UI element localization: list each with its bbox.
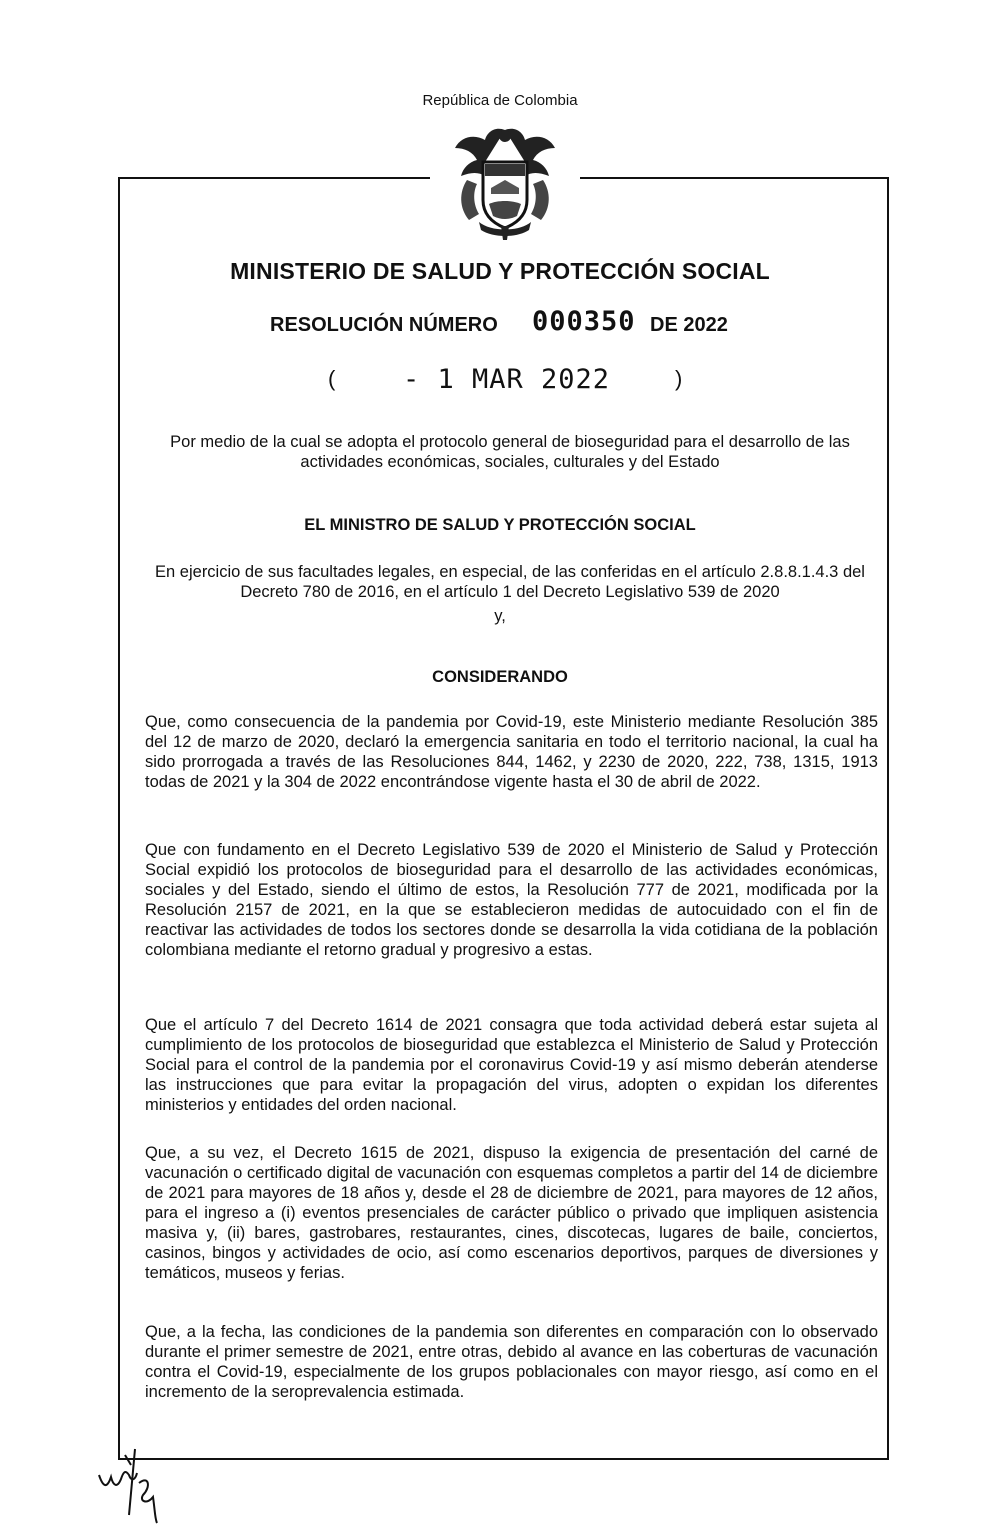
considerando-heading: CONSIDERANDO bbox=[432, 668, 568, 686]
faculties-statement: En ejercicio de sus facultades legales, en especial, de las conferidas en el artículo 2.8.8.1.4.3 del Decreto 780 de 2016, en el artículo 1 del Decreto Legislativo 539 de 2020 bbox=[155, 563, 865, 601]
resolution-number: 000350 bbox=[532, 306, 636, 337]
resolution-year: DE 2022 bbox=[650, 314, 728, 336]
date-stamp: - 1 MAR 2022 bbox=[403, 364, 611, 395]
ministry-title: MINISTERIO DE SALUD Y PROTECCIÓN SOCIAL bbox=[230, 258, 770, 284]
handwritten-initials-signature bbox=[95, 1435, 170, 1525]
resolution-label: RESOLUCIÓN NÚMERO bbox=[270, 314, 498, 336]
date-open-paren: ( bbox=[328, 366, 336, 391]
date-close-paren: ) bbox=[675, 366, 683, 391]
coat-of-arms-icon bbox=[445, 122, 565, 240]
considerando-paragraph: Que, como consecuencia de la pandemia por Covid-19, este Ministerio mediante Resolución 385 del 12 de marzo de 2020, declaró la emergencia sanitaria en todo el territorio nacional, la cual ha sido prorrogada a través de las Resoluciones 844, 1462, y 2230 de 2020, 222, 738, 1315, 1913 todas de 2021 y la 304 de 2022 encontrándose vigente hasta el 30 de abril de 2022. bbox=[145, 713, 878, 791]
country-header: República de Colombia bbox=[422, 92, 578, 109]
faculties-conjunction: y, bbox=[494, 607, 506, 625]
considerando-paragraph: Que con fundamento en el Decreto Legislativo 539 de 2020 el Ministerio de Salud y Protección Social expidió los protocolos de bioseguridad para el desarrollo de las actividades económicas, sociales y del Estado, siendo el último de estos, la Resolución 777 de 2021, modificada por la Resolución 2157 de 2021, en la que se establecieron medidas de autocuidado con el fin de reactivar las actividades de todos los sectores donde se desarrolla la vida cotidiana de la población colombiana mediante el retorno gradual y progresivo a estas. bbox=[145, 841, 878, 959]
considerando-paragraph: Que, a su vez, el Decreto 1615 de 2021, dispuso la exigencia de presentación del carné de vacunación o certificado digital de vacunación con esquemas completos a partir del 14 de diciembre de 2021 para mayores de 18 años y, desde el 28 de diciembre de 2021, para mayores de 12 años, para el ingreso a (i) eventos presenciales de carácter público o privado que impliquen asistencia masiva y, (ii) bares, gastrobares, restaurantes, cines, discotecas, lugares de baile, conciertos, casinos, bingos y actividades de ocio, así como escenarios deportivos, parques de diversiones y temáticos, museos y ferias. bbox=[145, 1144, 878, 1282]
minister-title: EL MINISTRO DE SALUD Y PROTECCIÓN SOCIAL bbox=[304, 516, 696, 534]
resolution-purpose: Por medio de la cual se adopta el protocolo general de bioseguridad para el desarrollo de las actividades económicas, sociales, culturales y del Estado bbox=[170, 433, 850, 471]
considerando-paragraph: Que, a la fecha, las condiciones de la pandemia son diferentes en comparación con lo observado durante el primer semestre de 2021, entre otras, debido al avance en las coberturas de vacunación contra el Covid-19, especialmente de los grupos poblacionales con mayor riesgo, así como en el incremento de la seroprevalencia estimada. bbox=[145, 1323, 878, 1401]
considerando-paragraph: Que el artículo 7 del Decreto 1614 de 2021 consagra que toda actividad deberá estar sujeta al cumplimiento de los protocolos de bioseguridad que establezca el Ministerio de Salud y Protección Social para el control de la pandemia por el coronavirus Covid-19 y así mismo deberán atenderse las instrucciones que para evitar la propagación del virus, adopten o expidan los diferentes ministerios y entidades del orden nacional. bbox=[145, 1016, 878, 1114]
